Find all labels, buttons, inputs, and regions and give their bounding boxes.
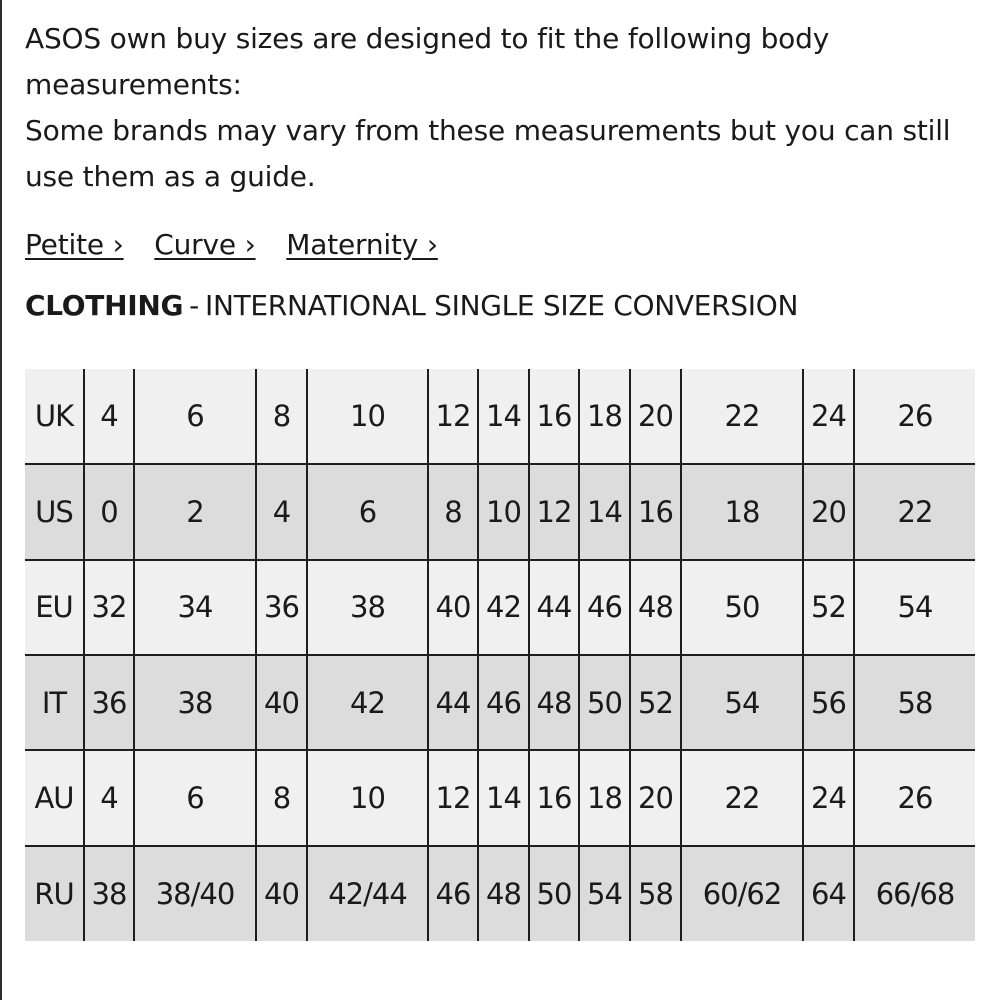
table-row	[25, 655, 975, 750]
table-cell: 22	[681, 750, 803, 845]
table-cell: 20	[803, 464, 854, 559]
table-row	[25, 560, 975, 655]
table-cell: 4	[84, 369, 134, 464]
table-cell: 10	[307, 750, 428, 845]
size-conversion-table	[25, 369, 975, 941]
table-cell: 56	[803, 655, 854, 750]
table-cell: 6	[134, 750, 256, 845]
table-cell: 38	[84, 846, 134, 941]
row-label: RU	[25, 846, 84, 941]
table-cell: 18	[579, 750, 630, 845]
table-row	[25, 464, 975, 559]
table-cell: 34	[134, 560, 256, 655]
table-cell: 20	[630, 750, 681, 845]
table-cell: 14	[478, 750, 529, 845]
table-cell: 32	[84, 560, 134, 655]
heading-subtitle: INTERNATIONAL SINGLE SIZE CONVERSION	[204, 289, 799, 322]
table-cell: 42	[307, 655, 428, 750]
table-cell: 54	[854, 560, 975, 655]
table-cell: 64	[803, 846, 854, 941]
curve-link[interactable]: Curve ›	[154, 228, 256, 261]
table-cell: 44	[529, 560, 579, 655]
table-cell: 12	[529, 464, 579, 559]
table-cell: 12	[428, 750, 478, 845]
table-cell: 54	[579, 846, 630, 941]
table-cell: 26	[854, 750, 975, 845]
row-label: UK	[25, 369, 84, 464]
table-cell: 24	[803, 369, 854, 464]
petite-link[interactable]: Petite ›	[25, 228, 124, 261]
table-cell: 38	[307, 560, 428, 655]
table-cell: 10	[307, 369, 428, 464]
table-cell: 38/40	[134, 846, 256, 941]
table-cell: 46	[478, 655, 529, 750]
table-cell: 24	[803, 750, 854, 845]
table-cell: 42	[478, 560, 529, 655]
table-cell: 22	[854, 464, 975, 559]
table-cell: 12	[428, 369, 478, 464]
intro-text	[25, 16, 975, 200]
row-label: AU	[25, 750, 84, 845]
table-cell: 4	[84, 750, 134, 845]
table-cell: 4	[256, 464, 307, 559]
table-cell: 22	[681, 369, 803, 464]
row-label: EU	[25, 560, 84, 655]
row-label: US	[25, 464, 84, 559]
table-cell: 48	[529, 655, 579, 750]
table-cell: 14	[579, 464, 630, 559]
table-cell: 50	[681, 560, 803, 655]
table-cell: 0	[84, 464, 134, 559]
table-cell: 6	[307, 464, 428, 559]
table-cell: 26	[854, 369, 975, 464]
table-cell: 36	[84, 655, 134, 750]
size-guide-links	[25, 222, 460, 268]
table-cell: 40	[428, 560, 478, 655]
table-cell: 8	[256, 750, 307, 845]
table-cell: 14	[478, 369, 529, 464]
intro-line-2: Some brands may vary from these measurements but you can still use them as a guide.	[25, 114, 951, 193]
table-cell: 16	[630, 464, 681, 559]
intro-line-1: ASOS own buy sizes are designed to fit the following body measurements:	[25, 22, 830, 101]
table-cell: 20	[630, 369, 681, 464]
table-cell: 42/44	[307, 846, 428, 941]
table-cell: 46	[579, 560, 630, 655]
table-row	[25, 846, 975, 941]
table-cell: 36	[256, 560, 307, 655]
section-heading	[25, 284, 798, 328]
table-cell: 44	[428, 655, 478, 750]
table-cell: 2	[134, 464, 256, 559]
table-cell: 48	[478, 846, 529, 941]
table-cell: 16	[529, 750, 579, 845]
table-cell: 54	[681, 655, 803, 750]
table-cell: 66/68	[854, 846, 975, 941]
table-row	[25, 369, 975, 464]
table-cell: 52	[803, 560, 854, 655]
table-cell: 58	[854, 655, 975, 750]
table-cell: 10	[478, 464, 529, 559]
table-cell: 48	[630, 560, 681, 655]
table-cell: 18	[681, 464, 803, 559]
table-cell: 6	[134, 369, 256, 464]
table-row	[25, 750, 975, 845]
row-label: IT	[25, 655, 84, 750]
table-cell: 16	[529, 369, 579, 464]
table-cell: 50	[579, 655, 630, 750]
table-cell: 52	[630, 655, 681, 750]
table-cell: 8	[256, 369, 307, 464]
maternity-link[interactable]: Maternity ›	[286, 228, 438, 261]
table-cell: 46	[428, 846, 478, 941]
table-cell: 40	[256, 655, 307, 750]
page-left-border	[0, 0, 2, 1000]
table-cell: 40	[256, 846, 307, 941]
table-cell: 50	[529, 846, 579, 941]
table-cell: 58	[630, 846, 681, 941]
heading-clothing: CLOTHING	[25, 289, 184, 322]
heading-separator: -	[189, 289, 199, 322]
table-cell: 38	[134, 655, 256, 750]
table-cell: 18	[579, 369, 630, 464]
table-cell: 8	[428, 464, 478, 559]
table-cell: 60/62	[681, 846, 803, 941]
size-table-body	[25, 369, 975, 941]
